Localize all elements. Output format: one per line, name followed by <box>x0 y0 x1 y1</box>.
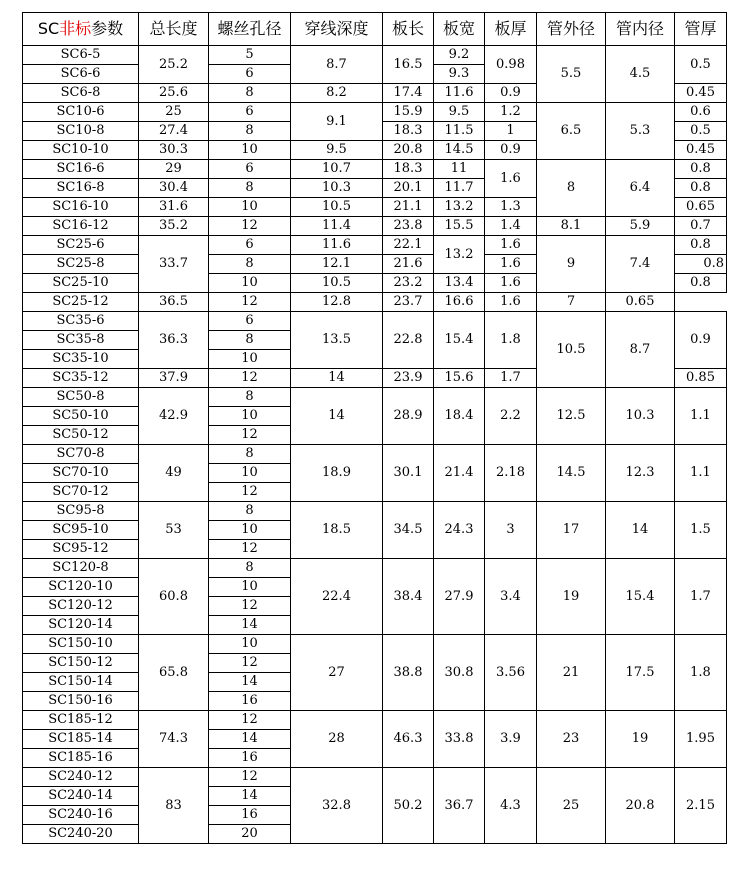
cell-plate-width: 13.4 <box>434 274 485 293</box>
cell-hole: 8 <box>209 122 291 141</box>
header-model: SC非标参数 <box>23 13 139 46</box>
cell-plate-thickness: 1.8 <box>485 312 537 369</box>
cell-model: SC95-10 <box>23 521 139 540</box>
cell-plate-width: 14.5 <box>434 141 485 160</box>
cell-model: SC6-8 <box>23 84 139 103</box>
cell-tube-wall: 0.8 <box>675 160 727 179</box>
cell-model: SC95-12 <box>23 540 139 559</box>
cell-model: SC70-10 <box>23 464 139 483</box>
cell-tube-wall: 1.95 <box>675 711 727 768</box>
cell-hole: 8 <box>209 388 291 407</box>
spec-table <box>22 12 727 844</box>
cell-hole: 12 <box>209 654 291 673</box>
cell-hole: 8 <box>209 84 291 103</box>
cell-model: SC150-10 <box>23 635 139 654</box>
cell-model: SC10-8 <box>23 122 139 141</box>
cell-wire-depth: 27 <box>291 635 383 711</box>
cell-plate-length: 18.3 <box>383 160 434 179</box>
cell-hole: 14 <box>209 616 291 635</box>
cell-model: SC120-12 <box>23 597 139 616</box>
cell-wire-depth: 22.4 <box>291 559 383 635</box>
cell-plate-width: 24.3 <box>434 502 485 559</box>
cell-tube-outer: 23 <box>537 711 606 768</box>
cell-wire-depth: 13.5 <box>291 312 383 369</box>
cell-plate-thickness: 1.3 <box>485 198 537 217</box>
header-tube-wall: 管厚 <box>675 13 727 46</box>
cell-hole: 10 <box>209 521 291 540</box>
cell-tube-wall: 0.5 <box>675 122 727 141</box>
cell-plate-length: 28.9 <box>383 388 434 445</box>
cell-plate-length: 22.8 <box>383 312 434 369</box>
cell-hole: 8 <box>209 331 291 350</box>
cell-hole: 16 <box>209 749 291 768</box>
cell-tube-inner: 12.3 <box>606 445 675 502</box>
cell-total-length: 83 <box>139 768 209 844</box>
cell-model: SC185-16 <box>23 749 139 768</box>
cell-plate-thickness: 4.3 <box>485 768 537 844</box>
cell-model: SC120-8 <box>23 559 139 578</box>
cell-tube-inner: 5.9 <box>606 217 675 236</box>
cell-tube-outer: 6.5 <box>537 103 606 160</box>
cell-plate-length: 30.1 <box>383 445 434 502</box>
cell-model: SC120-10 <box>23 578 139 597</box>
header-plate-width: 板宽 <box>434 13 485 46</box>
cell-model: SC185-14 <box>23 730 139 749</box>
cell-plate-thickness: 3.9 <box>485 711 537 768</box>
cell-hole: 10 <box>209 274 291 293</box>
cell-wire-depth: 32.8 <box>291 768 383 844</box>
cell-wire-depth: 11.6 <box>291 236 383 255</box>
cell-tube-wall: 0.6 <box>675 103 727 122</box>
cell-total-length: 36.5 <box>139 293 209 312</box>
cell-plate-length: 16.5 <box>383 46 434 84</box>
cell-plate-thickness: 1.6 <box>485 274 537 293</box>
cell-model: SC25-8 <box>23 255 139 274</box>
cell-hole: 6 <box>209 312 291 331</box>
cell-hole: 10 <box>209 350 291 369</box>
cell-plate-thickness: 1.7 <box>485 369 537 388</box>
cell-hole: 8 <box>209 502 291 521</box>
cell-plate-thickness: 1 <box>485 122 537 141</box>
cell-model: SC120-14 <box>23 616 139 635</box>
cell-tube-outer: 8 <box>537 160 606 217</box>
cell-plate-width: 15.6 <box>434 369 485 388</box>
cell-plate-thickness: 1.6 <box>485 160 537 198</box>
cell-tube-outer: 25 <box>537 768 606 844</box>
cell-total-length: 53 <box>139 502 209 559</box>
cell-tube-wall: 0.45 <box>675 84 727 103</box>
cell-wire-depth: 12.1 <box>291 255 383 274</box>
cell-plate-thickness: 0.98 <box>485 46 537 84</box>
table-row <box>23 217 727 236</box>
cell-plate-width: 11.6 <box>434 84 485 103</box>
cell-tube-wall: 0.5 <box>675 46 727 84</box>
cell-model: SC10-10 <box>23 141 139 160</box>
cell-plate-thickness: 2.2 <box>485 388 537 445</box>
cell-plate-length: 21.1 <box>383 198 434 217</box>
cell-model: SC35-12 <box>23 369 139 388</box>
cell-model: SC16-10 <box>23 198 139 217</box>
cell-plate-length: 23.2 <box>383 274 434 293</box>
cell-plate-thickness: 1.2 <box>485 103 537 122</box>
cell-tube-inner: 20.8 <box>606 768 675 844</box>
cell-model: SC50-12 <box>23 426 139 445</box>
cell-tube-wall: 0.45 <box>675 141 727 160</box>
cell-hole: 12 <box>209 711 291 730</box>
cell-plate-thickness: 3 <box>485 502 537 559</box>
cell-model: SC35-8 <box>23 331 139 350</box>
cell-total-length: 35.2 <box>139 217 209 236</box>
cell-model: SC150-16 <box>23 692 139 711</box>
cell-hole: 6 <box>209 236 291 255</box>
cell-wire-depth: 8.2 <box>291 84 383 103</box>
cell-plate-length: 23.8 <box>383 217 434 236</box>
header-plate-length: 板长 <box>383 13 434 46</box>
cell-plate-width: 11.7 <box>434 179 485 198</box>
cell-plate-length: 23.9 <box>383 369 434 388</box>
cell-plate-length: 34.5 <box>383 502 434 559</box>
cell-plate-length: 38.4 <box>383 559 434 635</box>
cell-model: SC25-6 <box>23 236 139 255</box>
cell-tube-wall: 1.1 <box>675 388 727 445</box>
cell-tube-inner: 7.4 <box>606 236 675 293</box>
cell-hole: 6 <box>209 65 291 84</box>
cell-hole: 16 <box>209 692 291 711</box>
cell-wire-depth: 9.5 <box>291 141 383 160</box>
cell-plate-width: 11 <box>434 160 485 179</box>
cell-hole: 8 <box>209 179 291 198</box>
cell-total-length: 31.6 <box>139 198 209 217</box>
cell-plate-length: 21.6 <box>383 255 434 274</box>
cell-hole: 8 <box>209 559 291 578</box>
cell-model: SC50-8 <box>23 388 139 407</box>
cell-plate-width: 16.6 <box>434 293 485 312</box>
cell-model: SC35-10 <box>23 350 139 369</box>
table-row <box>23 559 727 578</box>
cell-tube-outer: 19 <box>537 559 606 635</box>
cell-tube-outer: 10.5 <box>537 312 606 388</box>
cell-tube-wall: 0.65 <box>675 198 727 217</box>
cell-model: SC50-10 <box>23 407 139 426</box>
cell-tube-wall: 1.1 <box>675 445 727 502</box>
header-row <box>23 13 727 46</box>
cell-hole: 6 <box>209 103 291 122</box>
cell-tube-inner: 8.7 <box>606 312 675 388</box>
cell-hole: 8 <box>209 445 291 464</box>
cell-hole: 20 <box>209 825 291 844</box>
cell-tube-inner: 6.4 <box>606 160 675 217</box>
table-row <box>23 388 727 407</box>
cell-total-length: 30.3 <box>139 141 209 160</box>
cell-tube-wall: 1.8 <box>675 635 727 711</box>
cell-wire-depth: 10.5 <box>291 198 383 217</box>
cell-plate-length: 46.3 <box>383 711 434 768</box>
table-row <box>23 46 727 65</box>
cell-wire-depth: 8.7 <box>291 46 383 84</box>
cell-total-length: 25 <box>139 103 209 122</box>
cell-plate-width: 21.4 <box>434 445 485 502</box>
cell-plate-width: 13.2 <box>434 236 485 274</box>
cell-wire-depth: 10.5 <box>291 274 383 293</box>
cell-tube-inner: 17.5 <box>606 635 675 711</box>
cell-wire-depth: 9.1 <box>291 103 383 141</box>
cell-plate-length: 23.7 <box>383 293 434 312</box>
cell-tube-inner: 14 <box>606 502 675 559</box>
cell-model: SC16-6 <box>23 160 139 179</box>
cell-hole: 10 <box>209 464 291 483</box>
cell-total-length: 65.8 <box>139 635 209 711</box>
cell-model: SC70-8 <box>23 445 139 464</box>
table-row <box>23 635 727 654</box>
cell-hole: 10 <box>209 141 291 160</box>
cell-hole: 14 <box>209 673 291 692</box>
cell-hole: 10 <box>209 578 291 597</box>
cell-tube-wall: 1.7 <box>675 559 727 635</box>
cell-model: SC70-12 <box>23 483 139 502</box>
cell-tube-wall: 0.8 <box>675 179 727 198</box>
cell-plate-width: 9.2 <box>434 46 485 65</box>
cell-hole: 14 <box>209 787 291 806</box>
cell-model: SC25-10 <box>23 274 139 293</box>
cell-plate-length: 18.3 <box>383 122 434 141</box>
cell-plate-length: 20.8 <box>383 141 434 160</box>
cell-tube-wall: 0.85 <box>675 369 727 388</box>
cell-tube-outer: 8.1 <box>537 217 606 236</box>
cell-wire-depth: 28 <box>291 711 383 768</box>
cell-tube-inner: 10.3 <box>606 388 675 445</box>
cell-plate-thickness: 1.6 <box>485 255 537 274</box>
cell-model: SC150-14 <box>23 673 139 692</box>
cell-hole: 12 <box>209 293 291 312</box>
cell-tube-wall: 0.8 <box>675 236 727 255</box>
cell-plate-length: 50.2 <box>383 768 434 844</box>
cell-plate-width: 9.5 <box>434 103 485 122</box>
cell-tube-outer: 9 <box>537 236 606 293</box>
cell-tube-wall: 1.5 <box>675 502 727 559</box>
header-tube-inner: 管内径 <box>606 13 675 46</box>
cell-tube-wall: 0.9 <box>675 312 727 369</box>
table-row <box>23 160 727 179</box>
cell-model: SC150-12 <box>23 654 139 673</box>
cell-wire-depth: 14 <box>291 369 383 388</box>
cell-wire-depth: 18.5 <box>291 502 383 559</box>
table-row <box>23 312 727 331</box>
cell-plate-length: 17.4 <box>383 84 434 103</box>
cell-hole: 12 <box>209 426 291 445</box>
cell-plate-thickness: 0.9 <box>485 141 537 160</box>
cell-hole: 12 <box>209 483 291 502</box>
cell-tube-inner: 19 <box>606 711 675 768</box>
header-total-length: 总长度 <box>139 13 209 46</box>
cell-plate-width: 27.9 <box>434 559 485 635</box>
cell-tube-outer: 12.5 <box>537 388 606 445</box>
cell-hole: 10 <box>209 198 291 217</box>
header-wire-depth: 穿线深度 <box>291 13 383 46</box>
cell-hole: 12 <box>209 540 291 559</box>
cell-total-length: 36.3 <box>139 312 209 369</box>
cell-plate-thickness: 0.9 <box>485 84 537 103</box>
cell-total-length: 74.3 <box>139 711 209 768</box>
cell-total-length: 25.2 <box>139 46 209 84</box>
cell-model: SC25-12 <box>23 293 139 312</box>
table-row <box>23 711 727 730</box>
cell-wire-depth: 10.7 <box>291 160 383 179</box>
table-row <box>23 103 727 122</box>
cell-hole: 8 <box>209 255 291 274</box>
cell-hole: 14 <box>209 730 291 749</box>
cell-tube-outer: 21 <box>537 635 606 711</box>
cell-tube-wall: 2.15 <box>675 768 727 844</box>
table-row <box>23 768 727 787</box>
cell-hole: 10 <box>209 635 291 654</box>
cell-total-length: 27.4 <box>139 122 209 141</box>
cell-wire-depth: 12.8 <box>291 293 383 312</box>
cell-total-length: 42.9 <box>139 388 209 445</box>
cell-plate-width: 33.8 <box>434 711 485 768</box>
cell-hole: 12 <box>209 768 291 787</box>
cell-model: SC185-12 <box>23 711 139 730</box>
table-body <box>23 46 727 844</box>
cell-total-length: 37.9 <box>139 369 209 388</box>
cell-hole: 12 <box>209 369 291 388</box>
header-plate-thickness: 板厚 <box>485 13 537 46</box>
cell-plate-thickness: 1.4 <box>485 217 537 236</box>
table-row <box>23 293 727 312</box>
header-tube-outer: 管外径 <box>537 13 606 46</box>
cell-plate-width: 11.5 <box>434 122 485 141</box>
cell-tube-outer: 17 <box>537 502 606 559</box>
cell-hole: 5 <box>209 46 291 65</box>
cell-total-length: 25.6 <box>139 84 209 103</box>
cell-model: SC240-12 <box>23 768 139 787</box>
cell-plate-length: 38.8 <box>383 635 434 711</box>
cell-model: SC95-8 <box>23 502 139 521</box>
cell-total-length: 30.4 <box>139 179 209 198</box>
cell-model: SC35-6 <box>23 312 139 331</box>
cell-model: SC6-6 <box>23 65 139 84</box>
cell-tube-wall: 0.7 <box>675 217 727 236</box>
cell-plate-thickness: 3.56 <box>485 635 537 711</box>
cell-plate-thickness: 1.6 <box>485 293 537 312</box>
table-row <box>23 445 727 464</box>
cell-hole: 10 <box>209 407 291 426</box>
cell-wire-depth: 10.3 <box>291 179 383 198</box>
cell-tube-inner: 5.3 <box>606 103 675 160</box>
table-row <box>23 502 727 521</box>
cell-wire-depth: 14 <box>291 388 383 445</box>
cell-plate-width: 36.7 <box>434 768 485 844</box>
cell-tube-wall: 0.8 <box>675 255 727 274</box>
cell-model: SC240-14 <box>23 787 139 806</box>
cell-total-length: 29 <box>139 160 209 179</box>
cell-hole: 16 <box>209 806 291 825</box>
cell-model: SC10-6 <box>23 103 139 122</box>
cell-tube-wall: 0.8 <box>675 274 727 293</box>
cell-plate-length: 20.1 <box>383 179 434 198</box>
cell-model: SC240-20 <box>23 825 139 844</box>
table-row <box>23 236 727 255</box>
cell-tube-inner: 15.4 <box>606 559 675 635</box>
cell-plate-width: 15.5 <box>434 217 485 236</box>
cell-total-length: 60.8 <box>139 559 209 635</box>
cell-plate-width: 18.4 <box>434 388 485 445</box>
cell-model: SC6-5 <box>23 46 139 65</box>
cell-plate-length: 15.9 <box>383 103 434 122</box>
cell-plate-width: 9.3 <box>434 65 485 84</box>
cell-model: SC16-12 <box>23 217 139 236</box>
cell-tube-inner: 4.5 <box>606 46 675 103</box>
cell-plate-width: 30.8 <box>434 635 485 711</box>
cell-plate-width: 15.4 <box>434 312 485 369</box>
cell-plate-width: 13.2 <box>434 198 485 217</box>
cell-model: SC240-16 <box>23 806 139 825</box>
cell-model: SC16-8 <box>23 179 139 198</box>
cell-plate-thickness: 3.4 <box>485 559 537 635</box>
cell-hole: 12 <box>209 217 291 236</box>
cell-tube-outer: 14.5 <box>537 445 606 502</box>
cell-tube-outer: 5.5 <box>537 46 606 103</box>
cell-plate-thickness: 1.6 <box>485 236 537 255</box>
cell-total-length: 49 <box>139 445 209 502</box>
cell-plate-thickness: 2.18 <box>485 445 537 502</box>
cell-tube-wall: 0.65 <box>606 293 675 312</box>
cell-hole: 12 <box>209 597 291 616</box>
cell-tube-inner: 7 <box>537 293 606 312</box>
cell-wire-depth: 18.9 <box>291 445 383 502</box>
cell-hole: 6 <box>209 160 291 179</box>
cell-total-length: 33.7 <box>139 236 209 293</box>
cell-wire-depth: 11.4 <box>291 217 383 236</box>
header-thread-hole: 螺丝孔径 <box>209 13 291 46</box>
cell-plate-length: 22.1 <box>383 236 434 255</box>
